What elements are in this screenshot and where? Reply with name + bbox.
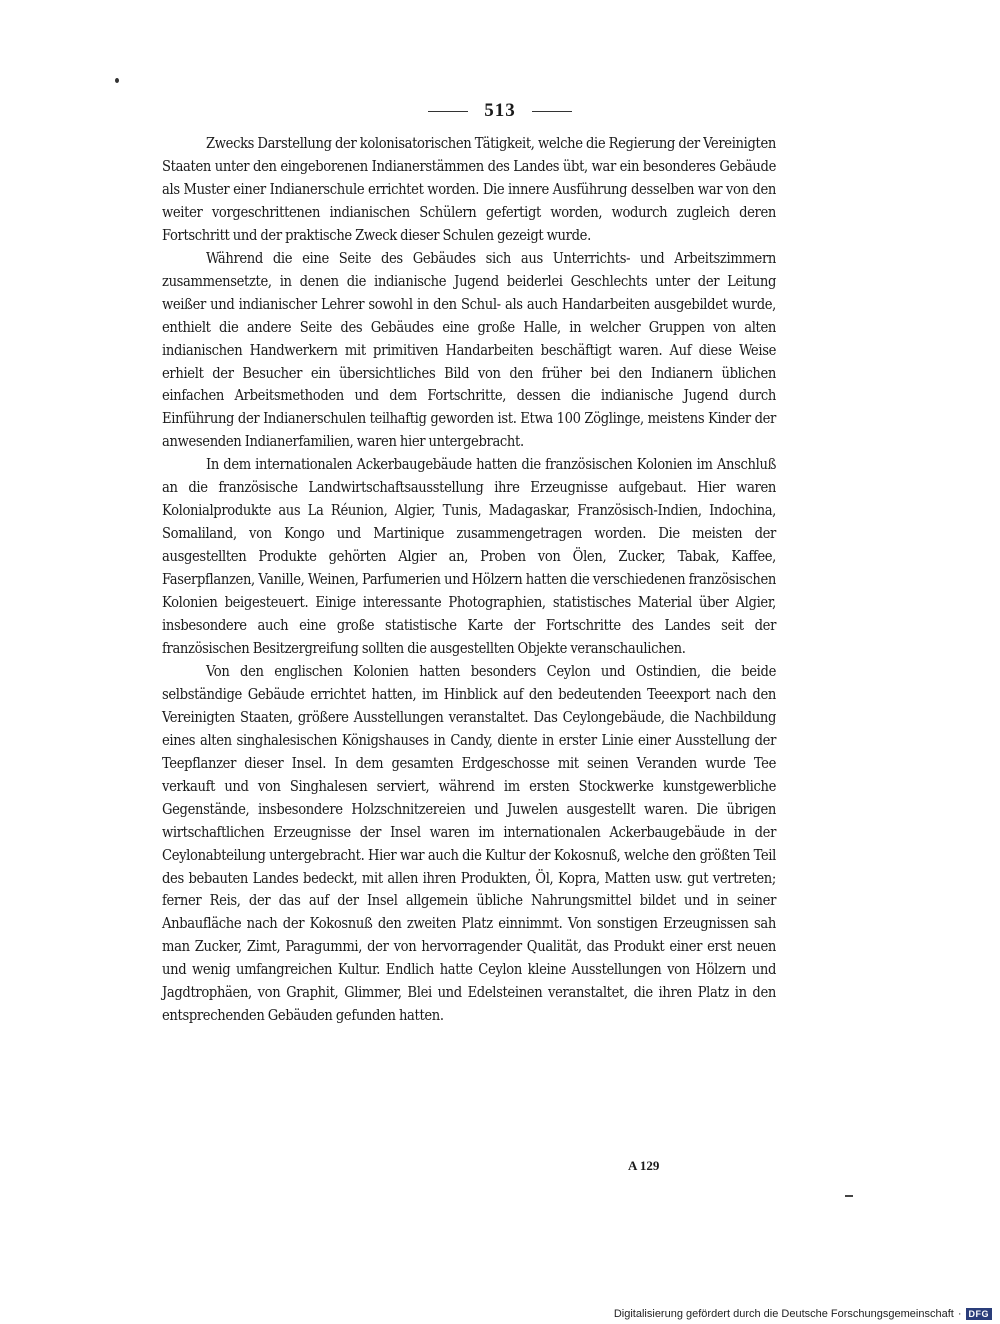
header-rule-left: [428, 111, 468, 112]
digitization-footer: [614, 1308, 992, 1320]
footer-separator: ·: [957, 1308, 962, 1320]
page-number: 513: [484, 100, 516, 121]
body-text: [162, 133, 776, 1028]
dfg-logo: DFG: [966, 1308, 993, 1320]
paragraph: Zwecks Darstellung der kolonisatorischen Tätigkeit, welche die Regierung der Vereinigten Staaten unter den eingeborenen Indianerstämmen des Landes übt, war ein besonderes Gebäude als Muster einer Indianerschule errichtet worden. Die innere Ausführung desselben war von den weiter vorgeschrittenen indianischen Schülern gefertigt worden, wodurch zugleich deren Fortschritt und der praktische Zweck dieser Schulen gezeigt wurde.: [162, 135, 776, 244]
paragraph: In dem internationalen Ackerbaugebäude hatten die französischen Kolonien im Anschluß an die französische Landwirtschaftsausstellung ihre Erzeugnisse aufgebaut. Hier waren Kolonialprodukte aus La Réunion, Algier, Tunis, Madagaskar, Französisch-Indien, Indochina, Somaliland, von Kongo und Martinique zusammengetragen worden. Die meisten der ausgestellten Produkte gehörten Algier an, Proben von Ölen, Zucker, Tabak, Kaffee, Faserpflanzen, Vanille, Weinen, Parfumerien und Hölzern hatten die verschiedenen französischen Kolonien beigesteuert. Einige interessante Photographien, statistisches Material über Algier, insbesondere auch eine große statistische Karte der Fortschritte des Landes seit der französischen Besitzergreifung sollten die ausgestellten Objekte veranschaulichen.: [162, 456, 776, 657]
signature-mark: A 129: [628, 1158, 660, 1173]
footer-credit: Digitalisierung gefördert durch die Deutsche Forschungsgemeinschaft: [613, 1308, 954, 1320]
page-header: [0, 96, 1000, 126]
paragraph: Von den englischen Kolonien hatten besonders Ceylon und Ostindien, die beide selbständige Gebäude errichtet hatten, im Hinblick auf den bedeutenden Teeexport nach den Vereinigten Staaten, größere Ausstellungen veranstaltet. Das Ceylongebäude, die Nachbildung eines alten singhalesischen Königshauses in Candy, diente in erster Linie einer Ausstellung der Teepflanzer dieser Insel. In dem gesamten Erdgeschosse mit seinen Veranden wurde Tee verkauft und von Singhalesen serviert, während im ersten Stockwerke kunstgewerbliche Gegenstände, insbesondere Holzschnitzereien und Juwelen ausgestellt waren. Die übrigen wirtschaftlichen Erzeugnisse der Insel waren im internationalen Ackerbaugebäude in der Ceylonabteilung untergebracht. Hier war auch die Kultur der Kokosnuß, welche den größten Teil des bebauten Landes bedeckt, mit allen ihren Produkten, Öl, Kopra, Matten usw. gut vertreten; ferner Reis, der das auf der Insel allgemein übliche Nahrungsmittel bildet und in seiner Anbaufläche nach der Kokosnuß den zweiten Platz einnimmt. Von sonstigen Erzeugnissen sah man Zucker, Zimt, Paragummi, der von hervorragender Qualität, das Produkt einer erst neuen und wenig umfangreichen Kultur. Endlich hatte Ceylon kleine Ausstellungen von Hölzern und Jagdtrophäen, von Graphit, Glimmer, Blei und Edelsteinen veranstaltet, die ihren Platz in den entsprechenden Gebäuden gefunden hatten.: [162, 662, 776, 1025]
print-speck: [845, 1195, 853, 1197]
paragraph: Während die eine Seite des Gebäudes sich aus Unterrichts- und Arbeitszimmern zusammensetzte, in denen die indianische Jugend beiderlei Geschlechts unter der Leitung weißer und indianischer Lehrer sowohl in den Schul- als auch Handarbeiten ausgebildet wurde, enthielt die andere Seite des Gebäudes eine große Halle, in welcher Gruppen von alten indianischen Handwerkern mit primitiven Handarbeiten beschäftigt waren. Auf diese Weise erhielt der Besucher ein übersichtliches Bild von den früher bei den Indianern üblichen einfachen Arbeitsmethoden und dem Fortschritte, dessen die indianische Jugend durch Einführung der Indianerschulen teilhaftig geworden ist. Etwa 100 Zöglinge, meistens Kinder der anwesenden Indianerfamilien, waren hier untergebracht.: [162, 249, 776, 451]
print-speck: [115, 78, 119, 83]
header-rule-right: [532, 111, 572, 112]
